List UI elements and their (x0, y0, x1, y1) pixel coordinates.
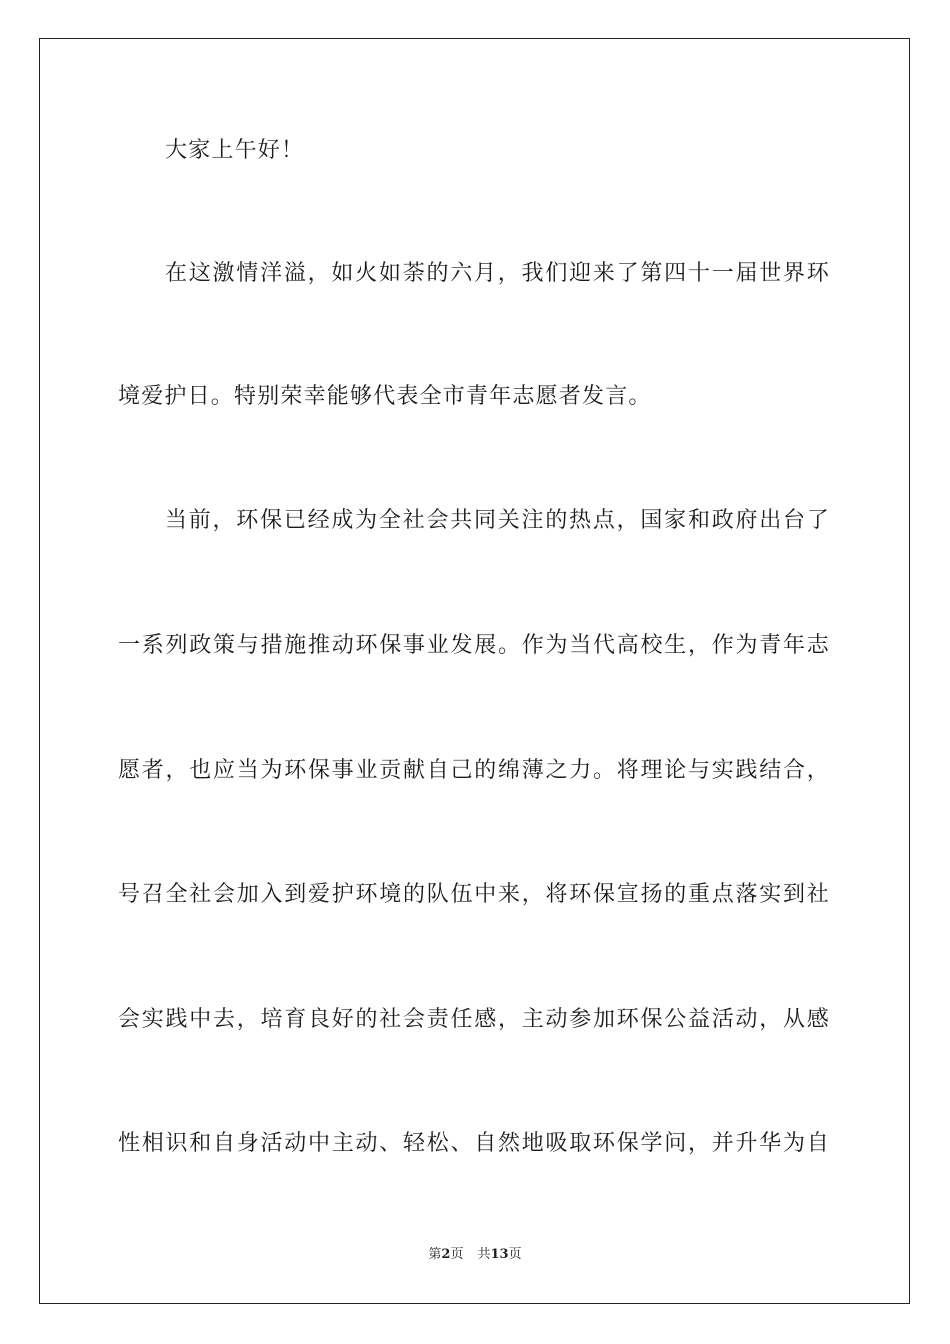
page-footer (0, 1246, 950, 1264)
paragraph-1-line-1: 在这激情洋溢，如火如荼的六月，我们迎来了第四十一届世界环 (165, 261, 830, 286)
paragraph-2-line-4: 号召全社会加入到爱护环境的队伍中来，将环保宣扬的重点落实到社 (118, 882, 830, 907)
paragraph-2-line-3: 愿者，也应当为环保事业贡献自己的绵薄之力。将理论与实践结合， (118, 758, 830, 783)
page-number: 2 (441, 1247, 451, 1262)
paragraph-2-line-1: 当前，环保已经成为全社会共同关注的热点，国家和政府出台了 (165, 508, 830, 533)
total-pages: 13 (490, 1247, 509, 1262)
paragraph-2-line-6: 性相识和自身活动中主动、轻松、自然地吸取环保学问，并升华为自 (118, 1131, 830, 1156)
total-suffix: 页 (508, 1247, 522, 1262)
page-border (39, 38, 910, 1304)
total-prefix: 共 (477, 1247, 491, 1262)
paragraph-2-line-2: 一系列政策与措施推动环保事业发展。作为当代高校生，作为青年志 (118, 633, 830, 658)
paragraph-1-line-2: 境爱护日。特别荣幸能够代表全市青年志愿者发言。 (118, 384, 652, 409)
paragraph-2-line-5: 会实践中去，培育良好的社会责任感，主动参加环保公益活动，从感 (118, 1007, 830, 1032)
page-suffix: 页 (450, 1247, 464, 1262)
page-prefix: 第 (428, 1247, 442, 1262)
greeting-line: 大家上午好！ (165, 138, 305, 163)
